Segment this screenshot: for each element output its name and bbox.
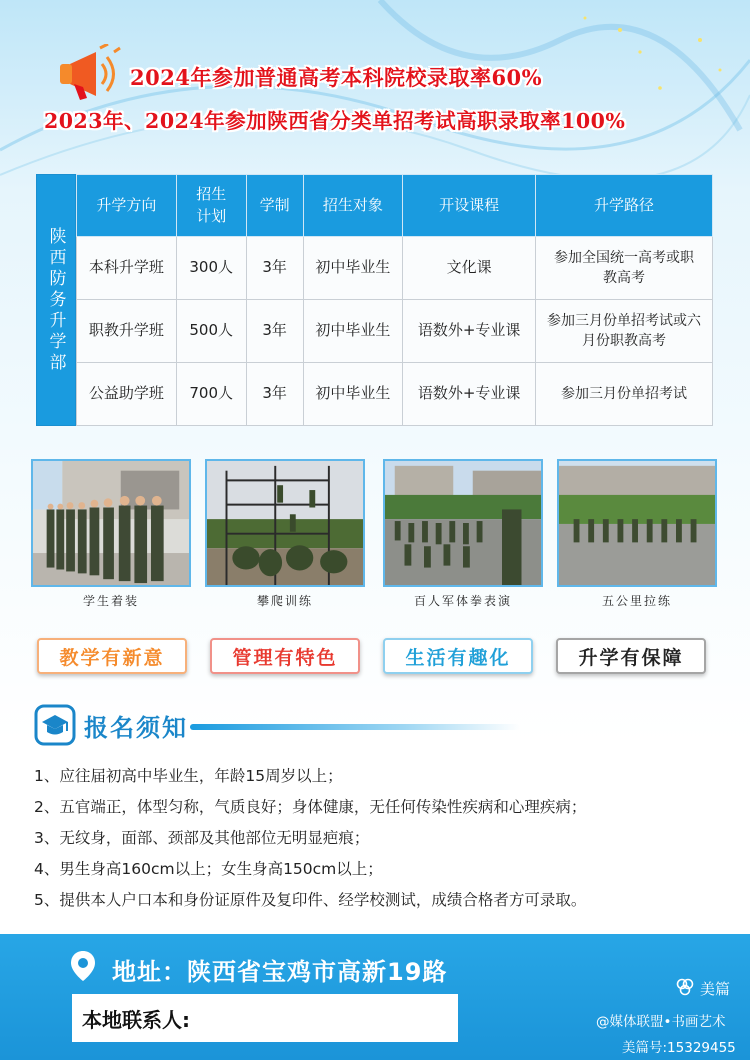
cell-path-text: 参加全国统一高考或职教高考	[554, 249, 694, 286]
photo-caption: 学生着装	[82, 594, 139, 608]
graduation-cap-icon	[34, 704, 76, 746]
notice-rule: 5、提供本人户口本和身份证原件及复印件、经学校测试，成绩合格者方可录取。	[34, 891, 587, 909]
table-row	[77, 300, 713, 363]
contact-label: 本地联系人:	[82, 1007, 190, 1032]
cell-courses: 语数外+专业课	[403, 363, 536, 426]
department-name: 陕西防务升学部	[45, 226, 66, 374]
photo-military-boxing	[383, 459, 543, 587]
watermark-id: 美篇号:15329455	[622, 1040, 736, 1056]
table-row	[77, 237, 713, 300]
header-courses: 开设课程	[403, 175, 536, 237]
photo-caption: 五公里拉练	[601, 594, 672, 608]
feature-life: 生活有趣化	[383, 638, 533, 674]
enrollment-table-section	[36, 174, 713, 426]
notice-rule: 2、五官端正，体型匀称，气质良好；身体健康，无任何传染性疾病和心理疾病；	[34, 798, 587, 816]
cell-direction: 公益助学班	[77, 363, 177, 426]
feature-guarantee: 升学有保障	[556, 638, 706, 674]
notice-rule: 1、应往届初高中毕业生，年龄15周岁以上；	[34, 767, 343, 785]
cell-path	[536, 237, 713, 300]
cell-target: 初中毕业生	[303, 237, 403, 300]
meipian-logo-icon	[676, 978, 694, 996]
cell-target: 初中毕业生	[303, 363, 403, 426]
megaphone-icon	[56, 44, 126, 104]
cell-target: 初中毕业生	[303, 300, 403, 363]
department-side-label	[36, 174, 76, 426]
photo-five-km-march	[557, 459, 717, 587]
feature-management: 管理有特色	[210, 638, 360, 674]
photo-student-uniform	[31, 459, 191, 587]
cell-direction: 职教升学班	[77, 300, 177, 363]
cell-plan: 300人	[176, 237, 246, 300]
photo-climbing-training	[205, 459, 365, 587]
watermark-author: @媒体联盟•书画艺术	[596, 1014, 726, 1030]
header-plan-text: 招生计划	[196, 184, 227, 225]
table-row	[77, 363, 713, 426]
table-header-row	[77, 175, 713, 237]
photo-caption: 攀爬训练	[256, 594, 313, 608]
notice-rule: 4、男生身高160cm以上；女生身高150cm以上；	[34, 860, 383, 878]
enrollment-table	[76, 174, 713, 426]
cell-path	[536, 300, 713, 363]
cell-duration: 3年	[246, 363, 303, 426]
cell-plan: 700人	[176, 363, 246, 426]
cell-courses: 语数外+专业课	[403, 300, 536, 363]
cell-courses: 文化课	[403, 237, 536, 300]
cell-path: 参加三月份单招考试	[536, 363, 713, 426]
notice-title: 报名须知	[84, 714, 188, 742]
cell-path-text: 参加三月份单招考试或六月份职教高考	[547, 312, 701, 349]
header-plan	[176, 175, 246, 237]
cell-duration: 3年	[246, 300, 303, 363]
header-path: 升学路径	[536, 175, 713, 237]
headline-line-1: 2024年参加普通高考本科院校录取率60%	[130, 65, 543, 90]
header-duration: 学制	[246, 175, 303, 237]
cell-direction: 本科升学班	[77, 237, 177, 300]
cell-plan: 500人	[176, 300, 246, 363]
location-pin-icon	[70, 950, 96, 982]
watermark-brand: 美篇	[700, 980, 731, 998]
headline-line-2: 2023年、2024年参加陕西省分类单招考试高职录取率100%	[44, 109, 626, 133]
photo-caption: 百人军体拳表演	[413, 594, 512, 608]
header-direction: 升学方向	[77, 175, 177, 237]
notice-rule: 3、无纹身，面部、颈部及其他部位无明显疤痕；	[34, 829, 370, 847]
contact-box	[72, 994, 458, 1042]
headline	[44, 38, 730, 138]
notice-title-underline	[190, 724, 520, 730]
cell-duration: 3年	[246, 237, 303, 300]
address-text: 地址：陕西省宝鸡市高新19路	[112, 958, 448, 986]
header-target: 招生对象	[303, 175, 403, 237]
feature-teaching: 教学有新意	[37, 638, 187, 674]
